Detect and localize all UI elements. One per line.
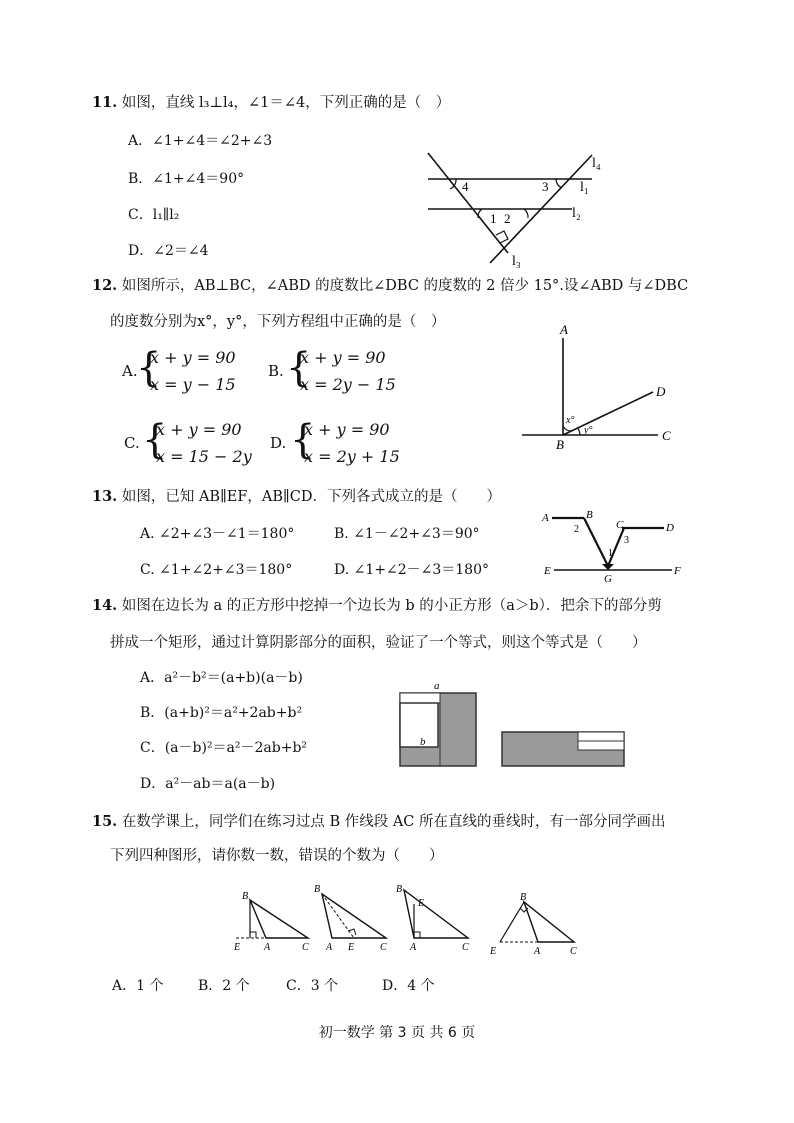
q15-stem-2: 下列四种图形，请你数一数，错误的个数为（ ） [110,848,444,864]
q15-fig1-label-b: B [242,891,249,902]
q13-number: 13. [92,488,118,505]
q13-stem: 如图，已知 AB∥EF，AB∥CD．下列各式成立的是（ ） [121,489,501,505]
q12-option-d-eq2: x = 2y + 15 [304,447,400,466]
q15-text-1 [92,813,666,831]
q15-fig2-label-e: E [348,942,355,953]
q13-label-g: G [604,573,612,585]
q15-figure-3 [396,884,469,953]
q13-option-b: B. ∠1－∠2+∠3＝90° [334,526,480,542]
q13-option-c: C. ∠1+∠2+∠3＝180° [140,562,293,578]
q12-option-b-label: B. [268,362,284,380]
q13-option-d: D. ∠1+∠2－∠3＝180° [334,562,489,578]
q15-fig3-label-c: C [462,942,469,953]
q12-option-c-eq2: x = 15 − 2y [156,447,252,466]
q15-fig1-label-e: E [234,942,241,953]
q15-figure-2 [314,884,387,953]
q14-option-c: C．(a－b)²＝a²－2ab+b² [140,740,308,756]
q13-label-d: D [666,522,674,534]
q15-stem-1: 在数学课上，同学们在练习过点 B 作线段 AC 所在直线的垂线时，有一部分同学画出 [121,814,666,830]
q15-figure [228,880,588,960]
q15-fig4-label-e: E [490,946,497,957]
q13-label-1: 1 [608,548,613,559]
q15-fig4-label-b: B [520,892,527,903]
q11-label-4: 4 [462,179,469,194]
q15-fig1-label-a: A [264,942,271,953]
q11-label-l4: l₄ [592,156,601,171]
q15-figure-4 [489,892,577,957]
q12-label-d: D [656,384,666,399]
q15-fig4-label-c: C [570,946,577,957]
q15-option-a: A．1 个 [112,978,164,994]
q12-label-y: y° [584,425,593,436]
q14-option-b: B．(a+b)²＝a²+2ab+b² [140,705,303,721]
page-footer: 初一数学 第 3 页 共 6 页 [318,1025,476,1041]
q11-label-l3: l₃ [512,254,521,269]
q13-label-3: 3 [624,535,629,546]
q12-option-c-brace: { [142,417,168,463]
q11-label-1: 1 [490,211,497,226]
q13-label-e: E [544,565,551,577]
q12-figure [516,322,686,454]
q14-text-1 [92,597,662,615]
q14-figure [392,676,632,772]
q13-text [92,488,501,506]
q12-option-b-eq1: x + y = 90 [300,348,386,367]
q12-option-b-brace: { [286,345,312,391]
q13-label-a: A [542,512,549,524]
q12-stem-2: 的度数分别为x°，y°，下列方程组中正确的是（ ） [110,314,446,330]
q11-figure [420,145,620,270]
q15-option-b: B．2 个 [198,978,250,994]
q12-option-a-label: A. [122,362,138,380]
q15-option-c: C．3 个 [286,978,339,994]
q12-stem-1: 如图所示，AB⊥BC，∠ABD 的度数比∠DBC 的度数的 2 倍少 15°.设∠ABD 与∠DBC [121,278,689,294]
q15-option-d: D．4 个 [382,978,435,994]
q12-option-c-label: C. [124,434,140,452]
q14-small-square [400,703,438,747]
q14-label-a: a [434,680,440,692]
q11-label-l2: l₂ [572,206,581,221]
q15-fig3-label-e: E [418,898,425,909]
q11-text [92,94,450,112]
q11-label-l1: l₁ [580,180,589,195]
q12-label-a: A [560,322,568,337]
q15-fig3-label-b: B [396,884,403,895]
q13-label-c: C [616,519,624,531]
q13-label-f: F [674,565,681,577]
q12-line-bd [563,392,653,435]
q14-stem-2: 拼成一个矩形，通过计算阴影部分的面积，验证了一个等式，则这个等式是（ ） [110,635,647,651]
q11-stem: 如图，直线 l₃⊥l₄，∠1＝∠4，下列正确的是（ ） [121,95,451,111]
q11-number: 11. [92,94,118,111]
q13-option-a: A. ∠2+∠3－∠1＝180° [140,526,295,542]
q11-option-c: C．l₁∥l₂ [128,207,180,223]
q11-line-left [428,153,508,253]
q15-fig2-label-a: A [326,942,333,953]
q12-option-c-eq1: x + y = 90 [156,420,242,439]
q15-number: 15. [92,813,118,830]
q11-option-b: B．∠1+∠4＝90° [128,171,245,187]
q12-option-a-eq2: x = y − 15 [150,375,236,394]
q13-label-b: B [586,509,593,521]
q12-label-c: C [662,428,671,443]
q12-option-d-eq1: x + y = 90 [304,420,390,439]
q12-label-b: B [556,437,564,452]
q13-label-2: 2 [574,524,579,535]
q12-number: 12. [92,277,118,294]
q15-fig3-label-a: A [410,942,417,953]
q14-option-a: A．a²－b²＝(a+b)(a－b) [140,670,303,686]
q11-option-d: D．∠2＝∠4 [128,243,209,259]
q14-number: 14. [92,597,118,614]
q12-option-a-eq1: x + y = 90 [150,348,236,367]
q12-option-a-brace: { [136,345,162,391]
q15-figure-1 [233,891,309,953]
q12-option-b-eq2: x = 2y − 15 [300,375,396,394]
q15-fig4-label-a: A [534,946,541,957]
q11-option-a: A．∠1+∠4＝∠2+∠3 [128,133,273,149]
q11-label-2: 2 [504,211,511,226]
q14-label-b: b [420,736,426,748]
q14-option-d: D．a²－ab＝a(a－b) [140,776,276,792]
q15-fig1-label-c: C [302,942,309,953]
q12-option-d-label: D. [270,434,287,452]
q14-stem-1: 如图在边长为 a 的正方形中挖掉一个边长为 b 的小正方形（a＞b）．把余下的部分剪 [121,598,662,614]
q11-label-3: 3 [542,179,549,194]
q12-text-1 [92,277,688,295]
q13-figure [538,506,688,586]
q12-label-x: x° [566,415,575,426]
q12-option-d-brace: { [290,417,316,463]
q15-fig2-label-c: C [380,942,387,953]
q15-fig2-label-b: B [314,884,321,895]
